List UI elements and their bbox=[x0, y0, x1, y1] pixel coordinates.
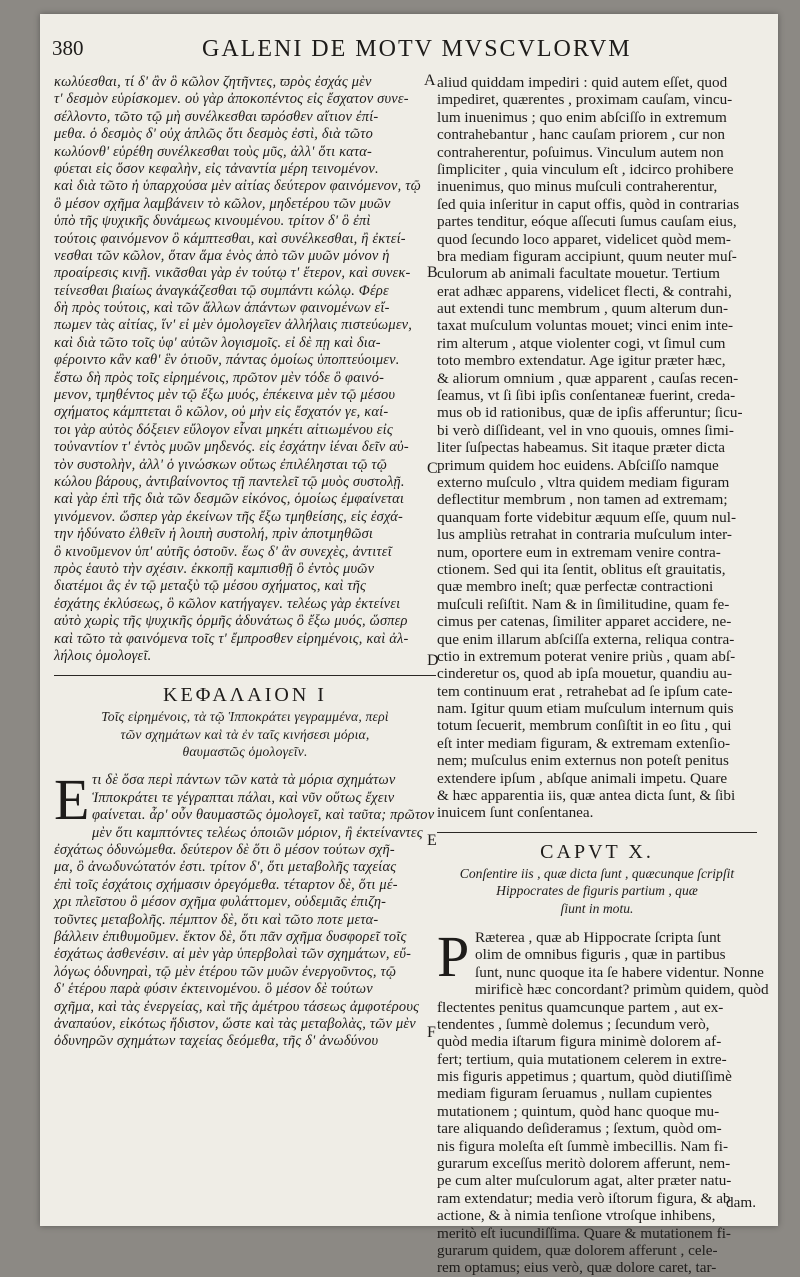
text-line: ἔστω δὴ πρὸς τοῖς εἰρημένοις, πρῶτον μὲν τόδε ὃ φαινό- bbox=[54, 369, 385, 386]
text-line: lum inuenimus ; quo enim abſciſſo in extremum bbox=[437, 108, 727, 126]
text-line: eſt inter mediam figuram, & extremam extenſio- bbox=[437, 734, 731, 752]
summary-line: Hippocrates de figuris partium , quæ bbox=[496, 883, 698, 899]
latin-chapter-heading: CAPVT X. bbox=[540, 840, 654, 863]
text-line: ſunt, nunc quoque ita ſe habere videntur. Nonne bbox=[475, 963, 764, 981]
text-line: gurarum exceſſus meritò dolorem afferunt, nem- bbox=[437, 1155, 731, 1173]
text-line: que enim illarum abſciſſa externa, reliqua contra- bbox=[437, 630, 735, 648]
dropcap-initial: E bbox=[54, 767, 90, 833]
text-line: ſeamus, vt ſi ſibi ipſis conſentaneæ fuerint, creda- bbox=[437, 387, 736, 405]
text-line: liter ſuſpectas habeamus. Sit itaque præter dicta bbox=[437, 439, 726, 457]
text-line: tem continuum erat , retrahebat ad ſe ipſum cate- bbox=[437, 682, 733, 700]
text-line: contrahebantur , hanc cauſam priorem , cur non bbox=[437, 126, 726, 144]
margin-letter-c: C bbox=[427, 460, 438, 477]
text-line: erat adhæc apparens, videlicet flecti, & contrahi, bbox=[437, 282, 732, 300]
text-line: mirificè hæc concordant? primùm quidem, quòd bbox=[475, 981, 769, 999]
text-line: ἐσχάτης ἐκλύσεως, ὃ κῶλον κατήγαγεν. τελέως γὰρ ἐκτείνει bbox=[54, 595, 401, 612]
text-line: κωλύεσθαι, τί δ' ἂν ὃ κῶλον ζητῆντες, ϖρὸς ἐσχάς μὲν bbox=[54, 74, 372, 90]
latin-chapter-summary bbox=[437, 865, 757, 917]
section-rule bbox=[54, 675, 436, 676]
greek-chapter-heading: ΚΕΦΑΛΑΙΟΝ Ι bbox=[163, 684, 327, 707]
greek-chapter-summary bbox=[54, 708, 436, 760]
margin-letter-e: E bbox=[427, 832, 437, 849]
text-line: χρι πλεῖστου ὃ μέσον σχῆμα φυλάττομεν, οὐδεμιᾶς ἐπιζη- bbox=[54, 894, 387, 911]
text-line: καὶ γὰρ ἐπὶ τῆς διὰ τῶν δεσμῶν εἰκόνος, ὁμοίως ἐμφαίνεται bbox=[54, 491, 405, 508]
text-line: ram extendatur; media verò iſtorum figura, & ab bbox=[437, 1189, 731, 1207]
text-line: ὃ κινοῦμενον ὑπ' αὐτῆς ὀστοῦν. ἕως δ' ἂν συνεχὲς, ἀντιτεῖ bbox=[54, 543, 392, 560]
text-line: ſimpliciter , quia vinculum eſt , idcirco prohibere bbox=[437, 160, 734, 178]
text-line: externo muſculo , vltra quidem mediam figuram bbox=[437, 473, 730, 491]
page-number: 380 bbox=[52, 36, 84, 60]
text-line: bra mediam figuram accipiunt, quum neuter muſ- bbox=[437, 247, 737, 265]
text-line: quòd media iſtarum figura minimè dolorem af- bbox=[437, 1033, 722, 1051]
text-line: τοι γὰρ αὐτὸς δόξειεν εὔλογον εἶναι μηκέτι αἰτιωμένου εἰς bbox=[54, 421, 393, 438]
greek-column bbox=[54, 74, 436, 1051]
text-line: μὲν ὅτι καμπτόντες τελέως ὁποιῶν μόριον, ἢ ἐκτείναντες bbox=[92, 824, 423, 841]
latin-upper-text bbox=[437, 74, 757, 822]
text-line: lus ampliùs retrahat in contraria muſculum inter- bbox=[437, 526, 732, 544]
text-line: quæ membro ineſt; quæ perfectæ contractioni bbox=[437, 578, 714, 596]
text-line: nem; muſculus enim externus non poteſt penitus bbox=[437, 752, 729, 770]
text-line: τείνεσθαι βιαίως ἀναγκάζεσθαι τῷ συμπάντι κώλῳ. Φέρε bbox=[54, 282, 389, 299]
text-line: aliud quiddam impediri : quid autem eſſet, quod bbox=[437, 74, 728, 91]
text-line: ὀδυνηρῶν σχημάτων ταχείας δεόμεθα, τῆς δ' ἀνωδύνου bbox=[54, 1033, 379, 1050]
text-line: φέροιντο κἂν καθ' ἓν ὁτιοῦν, πάντας ὁμοίως ὑποπτεύοιμεν. bbox=[54, 352, 400, 369]
text-line: ὃ μέσον σχῆμα λαμβάνειν τὸ κῶλον, μηδετέρου τῶν μυῶν bbox=[54, 195, 391, 212]
text-line: προαίρεσις κινῇ. νικᾶσθαι γὰρ ἐν τούτῳ τ' ἕτερον, καὶ συνεκ- bbox=[54, 265, 411, 282]
text-line: olim de omnibus figuris , quæ in partibus bbox=[475, 946, 726, 964]
text-line: inuicem ſunt conſentanea. bbox=[437, 804, 594, 822]
text-line: ἐσχάτως ὀδυνώμεθα. δεύτερον δὲ ὅτι ὃ μέσον τούτων σχῆ- bbox=[54, 842, 395, 859]
text-line: cinderetur os, quod ab ipſa mouetur, quandiu au- bbox=[437, 665, 733, 683]
text-line: tendentes , ſummè dolemus ; ſecundum verò, bbox=[437, 1015, 710, 1033]
text-line: σχῆμα, καὶ τὰς ἐνεργείας, καὶ τῆς ἀμέτρου τάσεως ἀμφοτέρους bbox=[54, 998, 420, 1015]
text-line: ctio in extremum poterat venire priùs , quam abſ- bbox=[437, 647, 736, 665]
text-line: meritò eſt iucundiſſima. Quare & mutationem fi- bbox=[437, 1224, 731, 1242]
text-line: contraherentur, poſuimus. Vinculum autem non bbox=[437, 143, 724, 161]
summary-line: τῶν σχημάτων καὶ τὰ ἐν ταῖς κινήσεσι μόρια, bbox=[120, 726, 370, 742]
text-line: mutationem ; quintum, quòd hanc quoque mu- bbox=[437, 1102, 720, 1120]
text-line: κώλου βάρους, ἀντιβαίνοντος τῇ παντελεῖ τῷ μυὸς συστολῇ. bbox=[54, 473, 405, 490]
text-line: γινόμενον. ὥσπερ γὰρ ἐκείνων τῆς ἔξω τμηθείσης, εἰς ἐσχά- bbox=[54, 508, 403, 525]
text-line: extendere ipſum , abſque animali impetu. Quare bbox=[437, 769, 728, 787]
text-line: μεθα. ὁ δεσμὸς δ' οὐχ ἁπλῶς ὅτι δεσμὸς ἐστὶ, διὰ τῶτο bbox=[54, 126, 373, 143]
text-line: ὑπὸ τῆς ψυχικῆς δυνάμεως κινουμένου. τρίτον δ' ὃ ἐπὶ bbox=[54, 213, 371, 230]
text-line: φαίνεται. ἆρ' οὖν θαυμαστῶς ὁμολογεῖ, καὶ ταῦτα; πρῶτον bbox=[92, 807, 435, 824]
page-header-title: GALENI DE MOTV MVSCVLORVM bbox=[202, 36, 632, 62]
section-rule bbox=[437, 832, 757, 833]
text-line: partes tenditur, eóque aſſecuti ſumus cauſam eius, bbox=[437, 213, 737, 231]
text-line: bi verò diſſideant, vel in vno quouis, omnes ſimi- bbox=[437, 421, 734, 439]
text-line: δὴ πρὸς τούτοις, καὶ τῶν ἄλλων ἁπάντων φαινομένων εἴ- bbox=[54, 300, 390, 317]
text-line: λόγως ὀδυνηραὶ, τῷ μὲν ἑτέρου τῶν μυῶν ἐνεργοῦντος, τῷ bbox=[54, 963, 397, 980]
text-line: actione, & à nimia tenſione vtroſque inhibens, bbox=[437, 1207, 716, 1225]
greek-lower-text bbox=[54, 767, 436, 1050]
text-line: deflectitur membrum , non tamen ad extremam; bbox=[437, 491, 728, 509]
text-line: cimus per catenas, ſimiliter apparet accidere, ne- bbox=[437, 613, 732, 631]
greek-upper-text bbox=[54, 74, 436, 665]
text-line: mis figuris appetimus ; quartum, quòd diutiſſimè bbox=[437, 1068, 732, 1086]
summary-line: ſiunt in motu. bbox=[560, 900, 634, 916]
text-line: πωμεν τὰς αἰτίας, ἵν' εἰ μὲν ὁμολογεῖεν ἀλλήλαις πιστεύωμεν, bbox=[54, 317, 413, 334]
book-page bbox=[40, 14, 778, 1277]
summary-line: θαυμαστῶς ὁμολογεῖν. bbox=[182, 744, 308, 760]
running-head bbox=[52, 36, 772, 68]
text-line: nis figura moleſta eſt ſummè imbecillis. Nam fi- bbox=[437, 1137, 729, 1155]
text-line: κωλύονθ' εὑρέθη συνέλκεσθαι τοὺς μῦς, ἀλλ' ὅτι κατα- bbox=[54, 143, 373, 160]
summary-line: Conſentire iis , quæ dicta ſunt , quæcunque ſcripſit bbox=[459, 865, 735, 881]
text-line: num, oportere eum in extremam venire contra- bbox=[437, 543, 721, 561]
text-line: pe cum alter muſculorum agat, alter præter natu- bbox=[437, 1172, 732, 1190]
text-line: impediret, quærentes , proximam cauſam, vincu- bbox=[437, 91, 733, 109]
text-line: δ' ἑτέρου παρὰ φύσιν ἐκτεινομένου. ὃ μέσον δὲ τούτων bbox=[54, 981, 373, 998]
text-line: λήλοις ὁμολογεῖ. bbox=[54, 647, 152, 664]
text-line: inuenimus, quo minus muſculi contraherentur, bbox=[437, 178, 718, 196]
latin-column bbox=[437, 74, 769, 1277]
text-line: μα, ὃ ἀνωδυνώτατόν ἐστι. τρίτον δ', ὅτι μεταβολῆς ταχείας bbox=[54, 859, 397, 876]
text-line: quanquam forte videbitur æquum eſſe, quum nul- bbox=[437, 508, 737, 526]
text-line: νεσθαι τῶν κῶλον, ὅταν ἅμα ἑνὸς ἀπὸ τῶν μυῶν μόνον ἡ bbox=[54, 247, 390, 264]
text-line: τὸν συστολὴν, ἀλλ' ὁ γινώσκων οὕτως ἐπιλέλησται τῷ τῷ bbox=[54, 456, 388, 473]
text-line: flectentes penitus quamcunque partem , aut ex- bbox=[437, 998, 724, 1016]
text-line: mediam figuram ſeruamus , nullam cupientes bbox=[437, 1085, 712, 1103]
latin-lower-text bbox=[437, 923, 769, 1277]
text-line: σχήματος κάμπτεται ὃ κῶλον, οὐ μὴν εἰς ἔσχατόν γε, καί- bbox=[54, 404, 389, 421]
text-line: τοὐναντίον τ' ἐντὸς μυῶν μηδενός. εἰς ἐσχάτην ἰέναι δεῖν αὐ- bbox=[54, 439, 409, 456]
catchword: dam. bbox=[726, 1194, 756, 1211]
text-line: nam. Igitur quum etiam muſculum internum quis bbox=[437, 700, 734, 718]
text-line: ἐσχάτως ἀσθενέσιν. αἱ μὲν γὰρ ὑπερβολαὶ τῶν σχημάτων, εὔ- bbox=[54, 946, 412, 963]
text-line: βάλλειν ἐπιθυμοῦμεν. ἕκτον δὲ, ὅτι πᾶν σχῆμα δυσφορεῖ τοῖς bbox=[54, 928, 407, 945]
text-line: tare aliquando deſideramus ; ſextum, quòd om- bbox=[437, 1120, 722, 1138]
margin-letter-a: A bbox=[424, 72, 436, 89]
margin-letter-f: F bbox=[427, 1024, 436, 1041]
text-line: toto membro extendatur. Age igitur præter hæc, bbox=[437, 352, 726, 370]
text-line: διατέμοι ἂς ἐν τῷ μεταξὺ τῷ μέσου σχήματος, καὶ τῆς bbox=[54, 578, 367, 595]
margin-letter-d: D bbox=[427, 652, 439, 669]
text-line: gurarum quidem, quæ dolorem afferunt , cele- bbox=[437, 1242, 718, 1259]
text-line: τοῦντες μεταβολῆς. πέμπτον δὲ, ὅτι καὶ τῶτο ποτε μετα- bbox=[54, 911, 379, 928]
text-line: rem optamus; eius verò, quæ dolore caret, tar- bbox=[437, 1259, 717, 1277]
text-line: καὶ τῶτο τὰ φαινόμενα τοῖς τ' ἔμπροσθεν εἰρημένοις, καὶ ἀλ- bbox=[54, 630, 409, 647]
text-line: taxat muſculum voluntas mouet; vinci enim inte- bbox=[437, 317, 734, 335]
text-line: ἀναπαύον, εἰκότως ἥδιστον, ὥστε καὶ τὰς μεταβολὰς, τῶν μὲν bbox=[54, 1015, 416, 1032]
text-line: τι δὲ ὅσα περὶ πάντων τῶν κατὰ τὰ μόρια σχημάτων bbox=[92, 772, 396, 789]
text-line: φύεται εἰς ὅσον κεφαλὴν, εἰς τἀναντία μέρη τεινομένον. bbox=[54, 160, 379, 177]
text-line: ἐπὶ τοῖς ἐσχάτοις σχήμασιν ὀρεγόμεθα. τέταρτον δὲ, ὅτι μέ- bbox=[54, 876, 398, 893]
text-line: muſculi reſiſtit. Nam & in ſimilitudine, quam fe- bbox=[437, 595, 730, 613]
text-line: & hæc apparentia iis, quæ antea dicta ſunt, & ſibi bbox=[437, 787, 736, 805]
text-line: rim alterum , atque violenter cogi, vt ſimul cum bbox=[437, 334, 726, 352]
text-line: Ræterea , quæ ab Hippocrate ſcripta ſunt bbox=[475, 928, 721, 946]
summary-line: Τοῖς εἰρημένοις, τὰ τῷ Ἱπποκράτει γεγραμμένα, περὶ bbox=[101, 709, 389, 725]
text-line: μενον, τμηθέντος μὲν τῷ ἔξω μυός, ἐπέκεινα μὲν τῷ μέσου bbox=[54, 387, 396, 404]
text-line: την ἠδύνατο ἐλθεῖν ἡ λοιπὴ συστολή, πρὶν ἀποτμηθῶσι bbox=[54, 526, 374, 543]
text-line: & aliorum omnium , quæ apparent , cauſas recen- bbox=[437, 369, 739, 387]
text-line: ſed quia inſeritur in caput offis, quòd in contrarias bbox=[437, 195, 740, 213]
text-line: πρὸς ἑαυτὸ τὴν σχέσιν. ἐκκοπῇ καμπισθῇ ὃ ἐντὸς μυῶν bbox=[54, 560, 375, 577]
text-line: mus ob id rationibus, quæ de ipſis afferuntur; ſicu- bbox=[437, 404, 743, 422]
text-line: αὐτὸ χωρὶς τῆς ψυχικῆς ὁρμῆς ἀδυνάτως ὃ ἔξω μυός, ὥσπερ bbox=[54, 613, 408, 630]
margin-letter-b: B bbox=[427, 264, 438, 281]
text-line: fert; tertium, quia mutationem celerem in extre- bbox=[437, 1050, 727, 1068]
text-line: τ' δεσμὸν εὑρίσκομεν. οὐ γὰρ ἀποκοπέντος εἰς ἔσχατον συνε- bbox=[54, 91, 409, 108]
text-line: culorum ab animali facultate mouetur. Tertium bbox=[437, 265, 720, 283]
text-line: τούτοις φαινόμενον ὃ κάμπτεσθαι, καὶ συνέλκεσθαι, ἢ ἐκτεί- bbox=[54, 230, 406, 247]
text-line: Ἱπποκράτει τε γέγραπται πάλαι, καὶ νῦν οὕτως ἔχειν bbox=[92, 789, 395, 806]
text-line: σέλλοντο, τῶτο τῷ μὴ συνέλκεσθαι ϖρόσθεν αἴτιον ἐπί- bbox=[54, 108, 379, 125]
text-line: aut extendi tunc membrum , quum alterum dun- bbox=[437, 300, 729, 318]
text-line: καὶ διὰ τῶτο τοῖς ὑφ' αὐτῶν λογισμοῖς. εἰ δὲ πῃ καὶ δια- bbox=[54, 334, 381, 351]
dropcap-initial: P bbox=[437, 923, 470, 989]
text-line: primum quidem hoc euidens. Abſciſſo namque bbox=[437, 456, 719, 474]
text-line: quod ſecundo loco apparet, videlicet quòd mem- bbox=[437, 230, 731, 248]
text-line: totum ſecuerit, membrum conſiſtit in eo ſitu , qui bbox=[437, 717, 732, 735]
text-line: ctionem. Sed qui ita ſentit, oblitus eſt grauitatis, bbox=[437, 560, 726, 578]
text-line: καὶ διὰ τῶτο ἡ ὑπαρχούσα μὲν αἰτίας δεύτερον φαινόμενον, τῷ bbox=[54, 178, 421, 195]
